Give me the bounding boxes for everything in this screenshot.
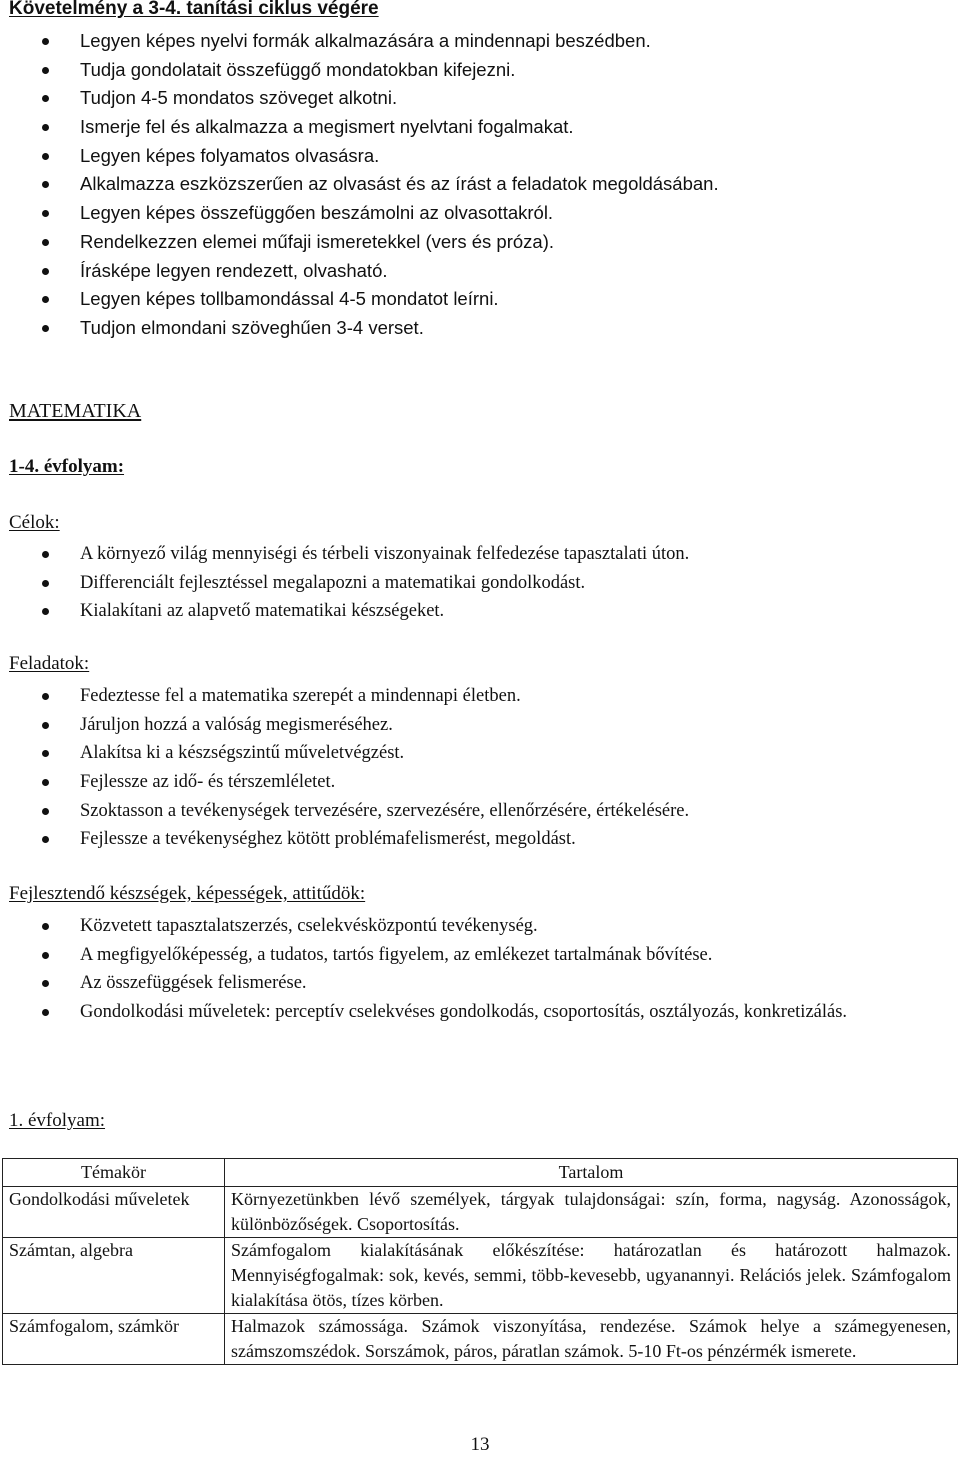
list-item: Rendelkezzen elemei műfaji ismeretekkel (vers és próza). <box>0 228 960 257</box>
topics-table <box>2 1158 958 1365</box>
table-cell-content: Számfogalom kialakításának előkészítése: határozatlan és határozott halmazok. Mennyiségfogalmak: sok, kevés, semmi, több-kevesebb, ugyanannyi. Relációs jelek. Számfogalom kialakítása ötös, tízes körben. <box>225 1238 958 1314</box>
goals-list <box>0 540 960 626</box>
list-item: Írásképe legyen rendezett, olvasható. <box>0 257 960 286</box>
table-cell-content: Halmazok számossága. Számok viszonyítása, rendezése. Számok helye a számegyenesen, számszomszédok. Sorszámok, páros, páratlan számok. 5-10 Ft-os pénzérmék ismerete. <box>225 1314 958 1365</box>
list-item: Járuljon hozzá a valóság megismeréséhez. <box>0 711 960 740</box>
table-row <box>3 1187 958 1238</box>
table-cell-content: Környezetünkben lévő személyek, tárgyak tulajdonságai: szín, forma, nagyság. Azonosságok, különbözőségek. Csoportosítás. <box>225 1187 958 1238</box>
table-cell-topic: Számtan, algebra <box>3 1238 225 1314</box>
requirements-list <box>0 27 960 343</box>
goals-heading: Célok: <box>9 512 60 533</box>
list-item: Differenciált fejlesztéssel megalapozni a matematikai gondolkodást. <box>0 569 960 598</box>
list-item: Legyen képes folyamatos olvasásra. <box>0 142 960 171</box>
list-item: Fejlessze az idő- és térszemléletet. <box>0 768 960 797</box>
list-item: Kialakítani az alapvető matematikai készségeket. <box>0 597 960 626</box>
list-item: Tudjon 4-5 mondatos szöveget alkotni. <box>0 84 960 113</box>
table-header-row <box>3 1159 958 1187</box>
list-item: A környező világ mennyiségi és térbeli viszonyainak felfedezése tapasztalati úton. <box>0 540 960 569</box>
list-item: Tudja gondolatait összefüggő mondatokban kifejezni. <box>0 56 960 85</box>
list-item: Szoktasson a tevékenységek tervezésére, szervezésére, ellenőrzésére, értékelésére. <box>0 797 960 826</box>
list-item: Legyen képes nyelvi formák alkalmazására a mindennapi beszédben. <box>0 27 960 56</box>
skills-heading: Fejlesztendő készségek, képességek, attitűdök: <box>9 883 366 904</box>
list-item: Fejlessze a tevékenységhez kötött problémafelismerést, megoldást. <box>0 825 960 854</box>
list-item: Alakítsa ki a készségszintű műveletvégzést. <box>0 739 960 768</box>
list-item: Az összefüggések felismerése. <box>0 969 960 998</box>
list-item: Legyen képes tollbamondással 4-5 mondatot leírni. <box>0 285 960 314</box>
table-cell-topic: Gondolkodási műveletek <box>3 1187 225 1238</box>
grade1-heading: 1. évfolyam: <box>9 1110 106 1131</box>
requirements-heading: Követelmény a 3-4. tanítási ciklus végére <box>9 0 379 19</box>
list-item: Közvetett tapasztalatszerzés, cselekvésközpontú tevékenység. <box>0 912 960 941</box>
list-item: Legyen képes összefüggően beszámolni az olvasottakról. <box>0 199 960 228</box>
skills-list <box>0 912 960 1027</box>
list-item: Alkalmazza eszközszerűen az olvasást és az írást a feladatok megoldásában. <box>0 170 960 199</box>
tasks-list <box>0 682 960 854</box>
list-item: Fedeztesse fel a matematika szerepét a mindennapi életben. <box>0 682 960 711</box>
table-cell-topic: Számfogalom, számkör <box>3 1314 225 1365</box>
list-item: Tudjon elmondani szöveghűen 3-4 verset. <box>0 314 960 343</box>
list-item: Ismerje fel és alkalmazza a megismert nyelvtani fogalmakat. <box>0 113 960 142</box>
table-header-content: Tartalom <box>225 1159 958 1187</box>
tasks-heading: Feladatok: <box>9 653 90 674</box>
list-item: Gondolkodási műveletek: perceptív cselekvéses gondolkodás, csoportosítás, osztályozás, konkretizálás. <box>0 998 960 1027</box>
page-number: 13 <box>470 1434 490 1455</box>
list-item: A megfigyelőképesség, a tudatos, tartós figyelem, az emlékezet tartalmának bővítése. <box>0 941 960 970</box>
grade-range-heading: 1-4. évfolyam: <box>9 456 125 477</box>
table-row <box>3 1238 958 1314</box>
subject-title: MATEMATIKA <box>9 400 142 422</box>
table-header-topic: Témakör <box>3 1159 225 1187</box>
table-row <box>3 1314 958 1365</box>
